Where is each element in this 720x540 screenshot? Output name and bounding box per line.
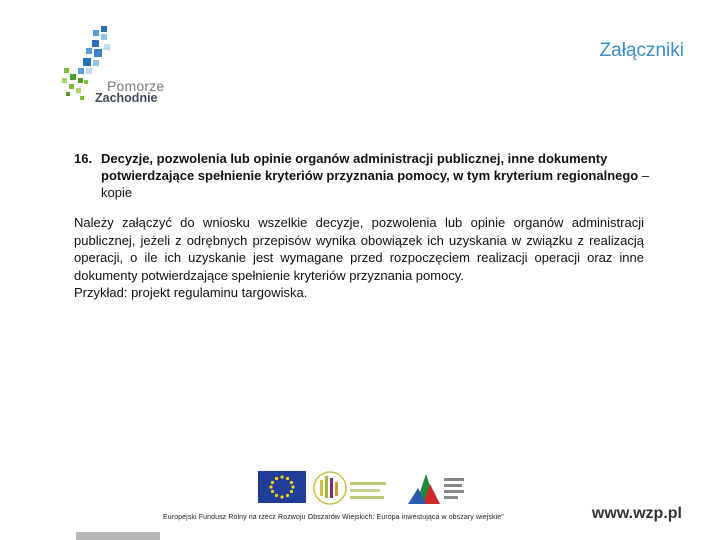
section-title: Decyzje, pozwolenia lub opinie organów administracji publicznej, inne dokumenty potwierdzające spełnienie kryteriów przyznania pomocy, w tym kryterium regionalnego (101, 151, 639, 183)
eu-flag-icon (258, 471, 306, 503)
rural-network-logo-icon (314, 472, 386, 504)
section-number: 16. (74, 151, 93, 166)
footer-url[interactable]: www.wzp.pl (591, 505, 682, 522)
logo-text-pomorze: Pomorze (107, 78, 165, 94)
bottom-bar (76, 532, 160, 540)
prow-logo-icon (408, 474, 464, 504)
footer-caption: Europejski Fundusz Rolny na rzecz Rozwoju Obszarów Wiejskich: Europa inwestująca w obszary wiejskie" (163, 514, 504, 521)
slide-title: Załączniki (599, 40, 684, 61)
logo-text-zachodnie: Zachodnie (95, 91, 158, 105)
example-line: Przykład: projekt regulaminu targowiska. (74, 285, 308, 300)
body-text (74, 214, 644, 302)
section-heading (74, 150, 654, 201)
section-title-suffix: – kopie (101, 168, 650, 200)
body-paragraph: Należy załączyć do wniosku wszelkie decyzje, pozwolenia lub opinie organów administracji publicznej, jeżeli z odrębnych przepisów wynika obowiązek ich uzyskania w związku z realizacją operacji, o ile ich uzyskanie jest wymagane przed rozpoczęciem realizacji operacji oraz inne dokumenty potwierdzające spełnienie kryteriów przyznania pomocy. (74, 215, 644, 283)
funding-logos (258, 468, 468, 510)
